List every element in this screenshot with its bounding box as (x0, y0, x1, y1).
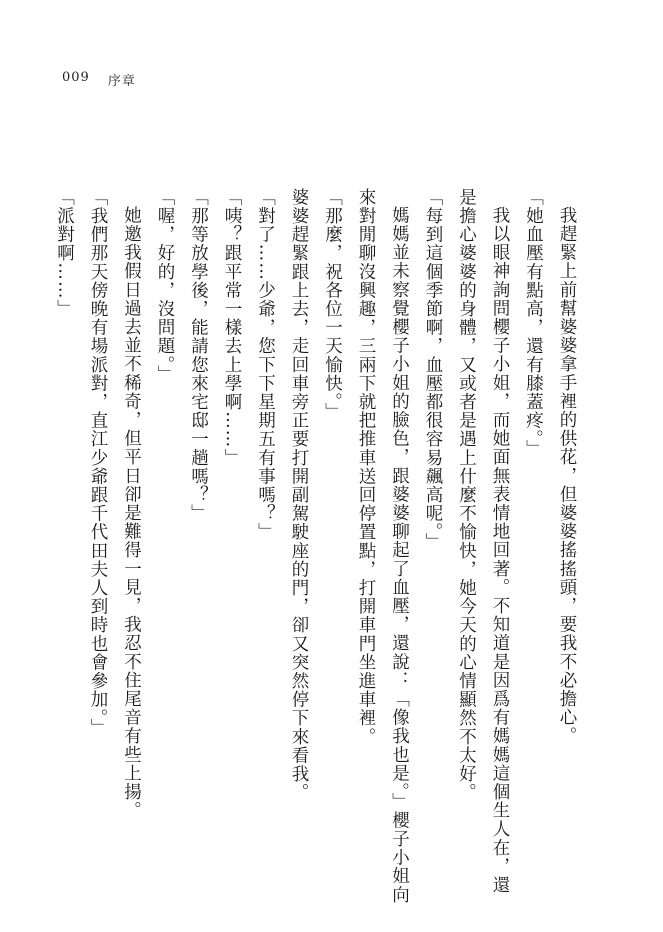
text-line: 婆婆趕緊跟上去，走回車旁正要打開副駕駛座的門，卻又突然停下來看我。 (289, 188, 309, 802)
text-line: 來對閒聊沒興趣，三兩下就把推車送回停置點，打開車門坐進車裡。 (356, 188, 376, 746)
text-line: 我以眼神詢問櫻子小姐，而她面無表情地回著。不知道是因爲有媽媽這個生人在，還 (490, 205, 510, 894)
chapter-title: 序章 (107, 74, 136, 89)
text-line: 「對了……少爺，您下下星期五有事嗎？」 (255, 188, 276, 542)
text-line: 「派對啊……」 (54, 188, 75, 319)
running-header (62, 70, 136, 89)
text-line: 我趕緊上前幫婆婆拿手裡的供花，但婆婆搖搖頭，要我不必擔心。 (557, 205, 577, 745)
text-line: 「我們那天傍晚有場派對，直江少爺跟千代田夫人到時也會參加。」 (88, 188, 108, 738)
text-line: 「咦？跟平常一樣去上學啊……」 (222, 188, 242, 467)
text-line: 是擔心婆婆的身體，又或者是遇上什麼不愉快，她今天的心情顯然不太好。 (456, 188, 477, 802)
text-line: 「她血壓有點高，還有膝蓋疼。」 (523, 188, 544, 459)
text-line: 「每到這個季節啊，血壓都很容易飆高呢。」 (423, 188, 443, 552)
text-line: 「那麼，祝各位一天愉快。」 (322, 188, 343, 422)
text-line: 「喔，好的，沒問題。」 (155, 188, 175, 384)
text-line: 她邀我假日過去並不稀奇，但平日卻是難得一見，我忍不住尾音有些上揚。 (121, 205, 142, 820)
page-number: 009 (62, 70, 90, 85)
vertical-body-text (47, 188, 583, 904)
text-line: 媽媽並未察覺櫻子小姐的臉色，跟婆婆聊起了血壓，還說：「像我也是。」櫻子小姐向 (389, 205, 410, 904)
text-line: 「那等放學後，能請您來宅邸一趟嗎？」 (188, 188, 209, 523)
